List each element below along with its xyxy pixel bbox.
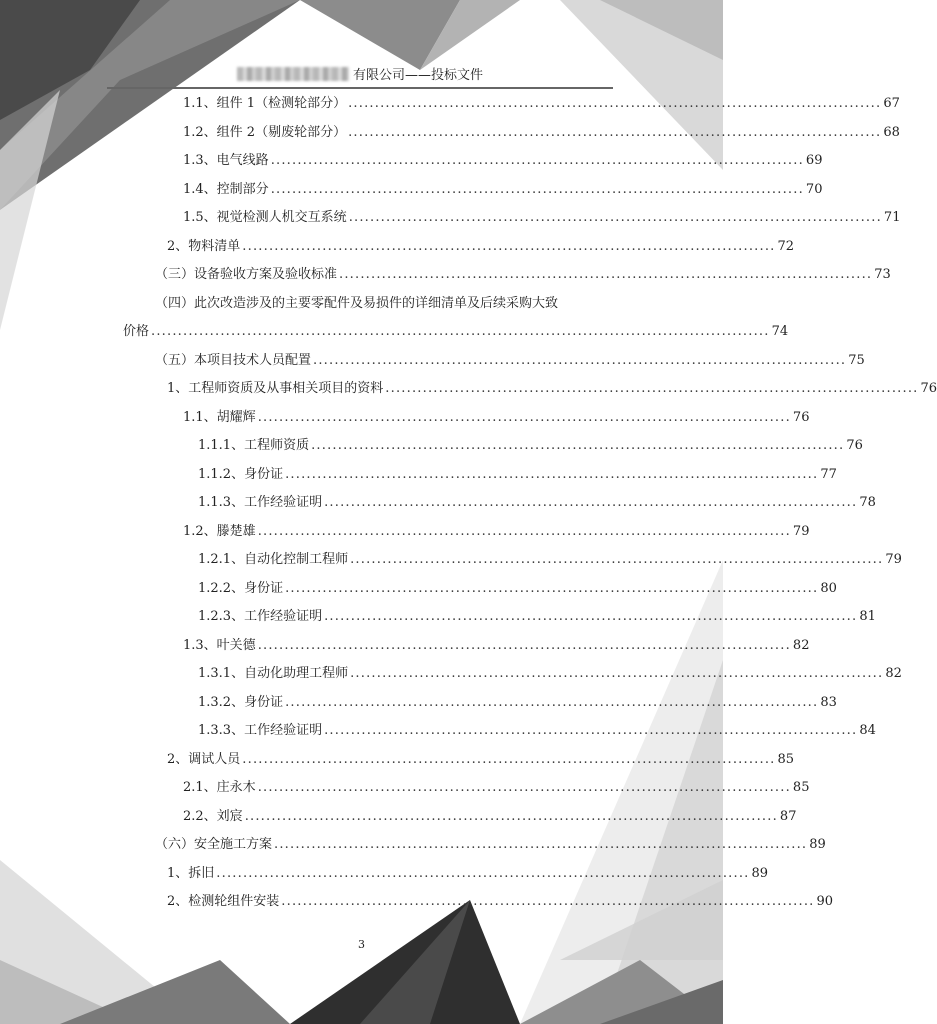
toc-entry-page: 84	[859, 723, 876, 738]
toc-entry-title: （六）安全施工方案	[155, 837, 273, 852]
toc-leader-dots: ....................................................................................................	[285, 580, 819, 596]
toc-entry	[167, 377, 937, 397]
toc-entry	[183, 406, 810, 426]
toc-leader-dots: ....................................................................................................	[311, 438, 845, 453]
toc-entry-page: 79	[885, 552, 902, 567]
document-header	[107, 64, 613, 86]
toc-entry-page: 81	[859, 609, 876, 624]
toc-leader-dots: ....................................................................................................	[324, 609, 858, 624]
toc-entry-page: 82	[792, 637, 810, 653]
toc-entry-title: （三）设备验收方案及验收标准	[155, 267, 338, 282]
toc-leader-dots: ....................................................................................................	[274, 837, 808, 852]
toc-leader-dots: ....................................................................................................	[348, 124, 882, 140]
toc-leader-dots: ....................................................................................................	[242, 238, 776, 254]
toc-entry	[183, 149, 823, 169]
header-divider	[107, 87, 613, 89]
toc-entry-title: 1.3.1、自动化助理工程师	[198, 666, 349, 681]
toc-entry-title: 1.3、叶关德	[183, 637, 256, 653]
toc-entry-page: 75	[848, 352, 865, 368]
toc-leader-dots: ....................................................................................................	[313, 352, 847, 368]
toc-leader-dots: ....................................................................................................	[350, 666, 884, 681]
toc-entry-title: 2.2、刘宸	[183, 808, 243, 824]
toc-entry	[155, 349, 865, 369]
toc-entry-page: 69	[805, 153, 823, 168]
toc-leader-dots: ....................................................................................................	[385, 381, 919, 396]
toc-entry-title: 1.1、组件 1（检测轮部分）	[183, 96, 347, 111]
toc-leader-dots: ....................................................................................................	[216, 865, 750, 881]
toc-entry-title: 1.2.2、身份证	[198, 580, 284, 596]
toc-entry	[183, 206, 901, 226]
toc-entry-page: 83	[820, 694, 837, 710]
toc-entry-title: 1.1.1、工程师资质	[198, 438, 310, 453]
toc-entry-page: 72	[777, 238, 795, 254]
toc-leader-dots: ....................................................................................................	[244, 808, 778, 824]
toc-entry	[198, 548, 902, 568]
toc-entry	[198, 605, 876, 625]
toc-entry	[167, 862, 769, 882]
toc-entry-page: 90	[816, 894, 834, 909]
toc-entry	[198, 463, 837, 483]
toc-entry	[183, 92, 900, 112]
toc-entry	[183, 776, 810, 796]
toc-entry-title: 1.1.3、工作经验证明	[198, 495, 323, 510]
toc-entry-page: 68	[883, 124, 900, 140]
toc-entry	[183, 634, 810, 654]
toc-leader-dots: ....................................................................................................	[257, 409, 791, 425]
toc-entry-page: 89	[751, 865, 769, 881]
toc-leader-dots: ....................................................................................................	[339, 267, 873, 282]
toc-leader-dots: ....................................................................................................	[324, 723, 858, 738]
toc-entry-title: 2、检测轮组件安装	[167, 894, 280, 909]
toc-entry-page: 89	[809, 837, 826, 852]
toc-entry-page: 76	[846, 438, 863, 453]
toc-leader-dots: ....................................................................................................	[270, 153, 804, 168]
toc-leader-dots: ....................................................................................................	[348, 210, 882, 225]
toc-entry-title: 1.3、电气线路	[183, 153, 269, 168]
toc-leader-dots: ....................................................................................................	[257, 780, 791, 795]
toc-entry-title: 1.2.1、自动化控制工程师	[198, 552, 349, 567]
toc-entry	[167, 235, 795, 255]
toc-entry	[198, 662, 902, 682]
toc-entry-title: （四）此次改造涉及的主要零配件及易损件的详细清单及后续采购大致	[155, 295, 559, 311]
toc-entry	[123, 320, 789, 340]
toc-entry	[155, 833, 826, 853]
toc-entry-title: 1.2.3、工作经验证明	[198, 609, 323, 624]
toc-entry	[167, 748, 795, 768]
toc-entry-page: 74	[771, 324, 789, 339]
toc-leader-dots: ....................................................................................................	[285, 694, 819, 710]
toc-leader-dots: ....................................................................................................	[257, 523, 791, 539]
toc-leader-dots: ....................................................................................................	[348, 96, 882, 111]
toc-entry	[155, 292, 613, 312]
toc-entry-page: 71	[883, 210, 901, 225]
toc-leader-dots: ....................................................................................................	[257, 637, 791, 653]
toc-entry-page: 79	[792, 523, 810, 539]
toc-entry-title: 1、拆旧	[167, 865, 215, 881]
toc-entry-title: 1.3.3、工作经验证明	[198, 723, 323, 738]
page-number: 3	[358, 938, 365, 951]
toc-entry-title: 1.4、控制部分	[183, 181, 269, 197]
toc-entry-page: 85	[792, 780, 810, 795]
redacted-company-name	[237, 67, 349, 81]
toc-entry	[198, 491, 876, 511]
toc-entry-page: 76	[920, 381, 937, 396]
toc-entry-page: 80	[820, 580, 837, 596]
header-title: 有限公司——投标文件	[352, 68, 483, 83]
toc-entry-title: 1.2、滕楚雄	[183, 523, 256, 539]
toc-entry	[183, 520, 810, 540]
toc-entry-title: 价格	[123, 324, 150, 339]
toc-entry	[183, 805, 797, 825]
toc-entry-page: 78	[859, 495, 876, 510]
toc-entry-title: 1.3.2、身份证	[198, 694, 284, 710]
toc-leader-dots: ....................................................................................................	[270, 181, 804, 197]
toc-entry-title: 2、调试人员	[167, 751, 241, 767]
toc-leader-dots: ....................................................................................................	[281, 894, 815, 909]
toc-entry-title: 1、工程师资质及从事相关项目的资料	[167, 381, 384, 396]
toc-entry	[198, 577, 837, 597]
toc-entry-page: 76	[792, 409, 810, 425]
toc-entry-title: 1.2、组件 2（剔废轮部分）	[183, 124, 347, 140]
toc-entry	[167, 890, 834, 910]
toc-entry-page: 77	[820, 466, 837, 482]
toc-entry	[183, 178, 823, 198]
toc-entry-page: 82	[885, 666, 902, 681]
toc-entry	[183, 121, 900, 141]
toc-entry-page: 70	[805, 181, 823, 197]
toc-entry	[155, 263, 891, 283]
toc-entry-title: 2.1、庄永木	[183, 780, 256, 795]
toc-entry-title: （五）本项目技术人员配置	[155, 352, 312, 368]
toc-entry	[198, 719, 876, 739]
toc-entry	[198, 434, 863, 454]
toc-entry-title: 1.1、胡耀辉	[183, 409, 256, 425]
toc-entry-page: 87	[779, 808, 797, 824]
toc-entry	[198, 691, 837, 711]
toc-leader-dots: ....................................................................................................	[324, 495, 858, 510]
toc-leader-dots: ....................................................................................................	[242, 751, 776, 767]
toc-leader-dots: ....................................................................................................................	[151, 324, 770, 339]
toc-entry-title: 2、物料清单	[167, 238, 241, 254]
toc-leader-dots: ....................................................................................................	[285, 466, 819, 482]
toc-entry-title: 1.1.2、身份证	[198, 466, 284, 482]
toc-entry-page: 67	[883, 96, 900, 111]
toc-leader-dots: ....................................................................................................	[350, 552, 884, 567]
toc-entry-page: 85	[777, 751, 795, 767]
toc-entry-page: 73	[874, 267, 891, 282]
toc-entry-title: 1.5、视觉检测人机交互系统	[183, 210, 347, 225]
